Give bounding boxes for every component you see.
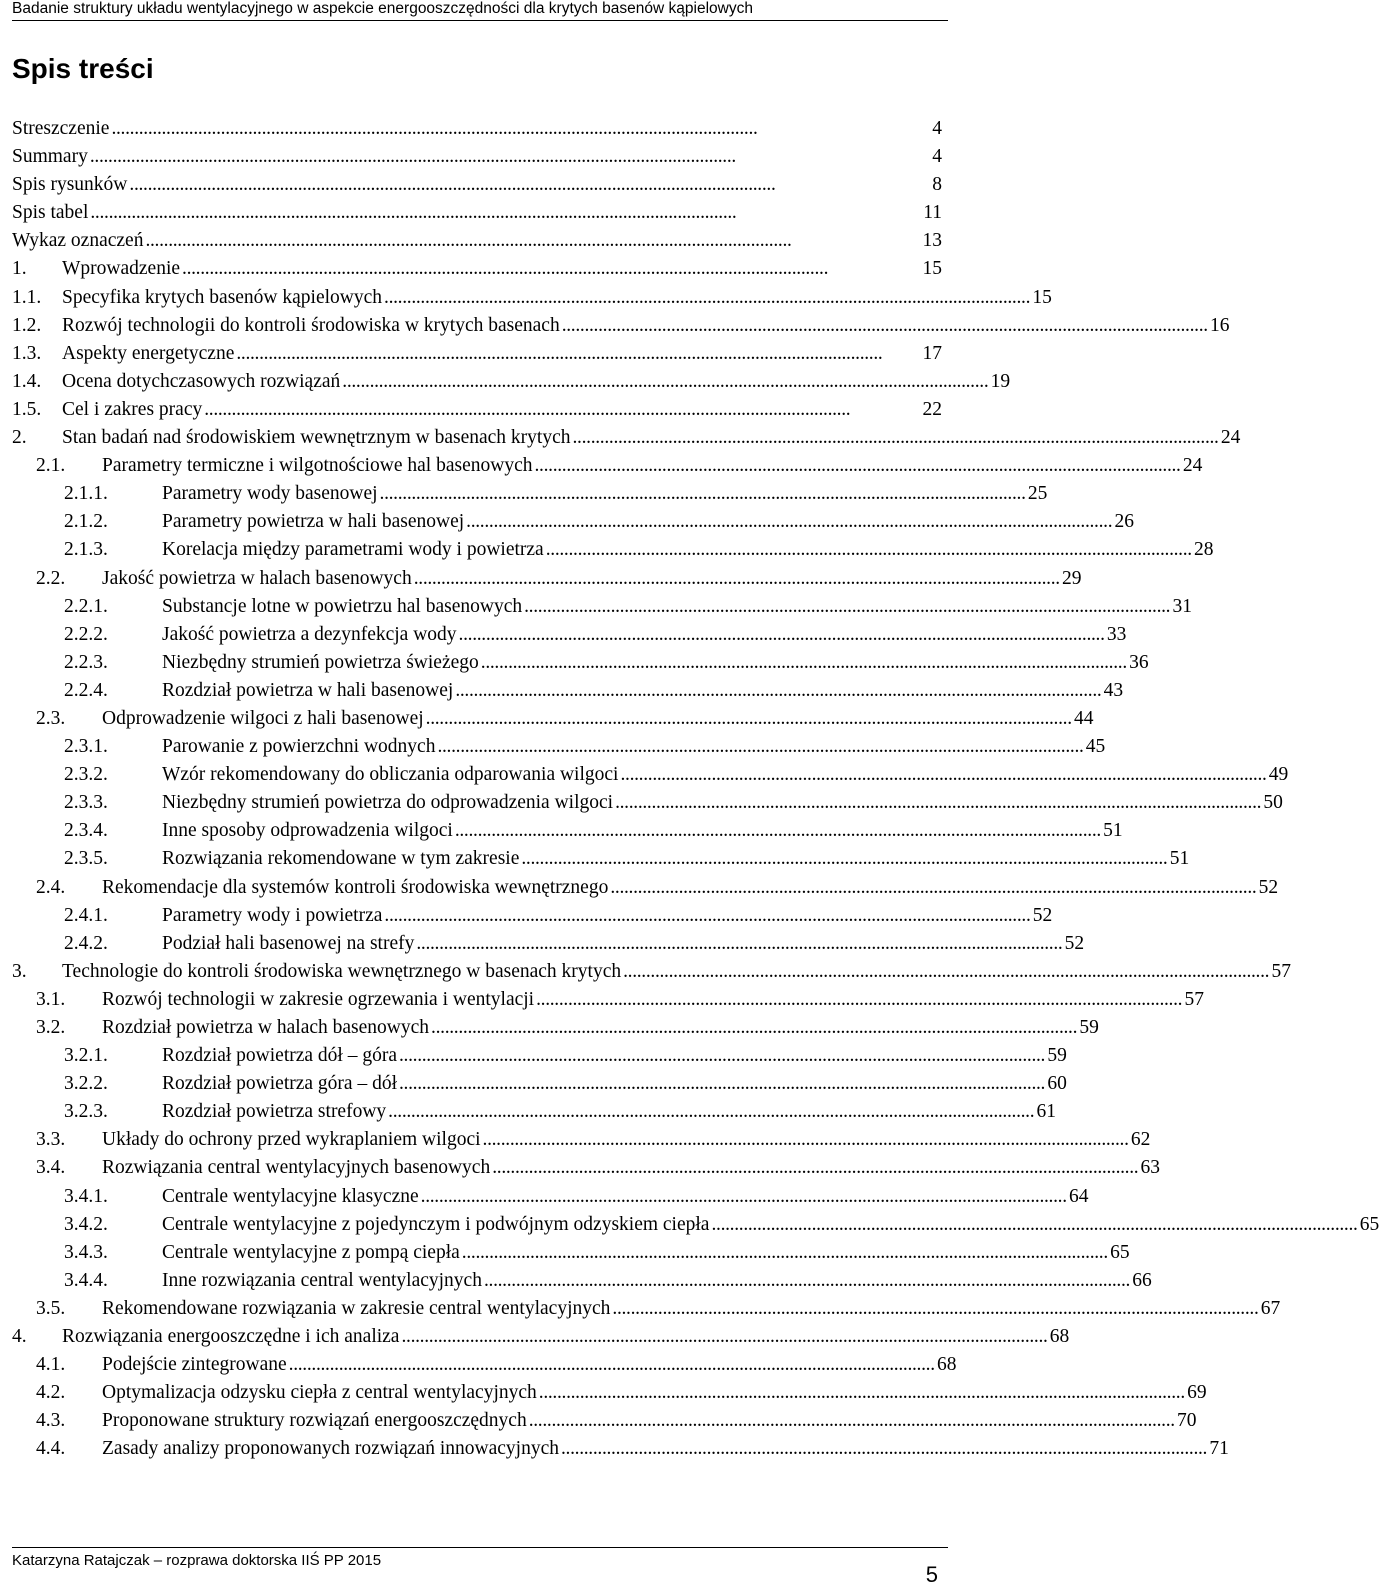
toc-entry-number: 2.2.2. bbox=[64, 623, 108, 645]
toc-entry-title: Inne rozwiązania central wentylacyjnych bbox=[162, 1269, 482, 1291]
toc-entry-page: 64 bbox=[1068, 1185, 1089, 1207]
toc-entry-title: Rozdział powietrza w hali basenowej bbox=[162, 679, 454, 701]
toc-entry[interactable] bbox=[12, 958, 1291, 986]
toc-entry-number: 3.2.2. bbox=[64, 1073, 108, 1095]
toc-entry[interactable] bbox=[12, 368, 1011, 396]
toc-entry[interactable] bbox=[12, 565, 1082, 593]
dot-leader bbox=[90, 143, 918, 171]
toc-entry-number: 2.1. bbox=[36, 455, 66, 477]
toc-entry-title: Rozdział powietrza dół – góra bbox=[162, 1045, 397, 1067]
toc-entry-page: 11 bbox=[923, 202, 942, 224]
toc-entry[interactable] bbox=[12, 1211, 1379, 1239]
toc-entry[interactable] bbox=[12, 1295, 1281, 1323]
toc-entry-title: Technologie do kontroli środowiska wewnętrznego w basenach krytych bbox=[62, 960, 622, 982]
toc-entry-title: Parowanie z powierzchni wodnych bbox=[162, 736, 436, 758]
toc-entry-page: 67 bbox=[1260, 1297, 1281, 1319]
dot-leader bbox=[610, 874, 1254, 902]
dot-leader bbox=[111, 115, 918, 143]
dot-leader bbox=[204, 396, 918, 424]
toc-entry-number: 1.4. bbox=[12, 370, 42, 392]
toc-entry[interactable] bbox=[12, 171, 942, 199]
dot-leader bbox=[573, 424, 1217, 452]
dot-leader bbox=[342, 368, 986, 396]
dot-leader bbox=[380, 480, 1024, 508]
toc-entry-title: Układy do ochrony przed wykraplaniem wilgoci bbox=[102, 1129, 481, 1151]
dot-leader bbox=[384, 902, 1028, 930]
toc-entry-number: 3.1. bbox=[36, 988, 66, 1010]
dot-leader bbox=[539, 1379, 1183, 1407]
toc-entry-number: 3.2. bbox=[36, 1017, 66, 1038]
dot-leader bbox=[414, 565, 1058, 593]
dot-leader bbox=[129, 171, 918, 199]
toc-entry-page: 8 bbox=[932, 174, 942, 196]
toc-entry-number: 1.5. bbox=[12, 398, 42, 420]
dot-leader bbox=[521, 845, 1165, 873]
dot-leader bbox=[466, 508, 1110, 536]
toc-entry-title: Proponowane struktury rozwiązań energooszczędnych bbox=[102, 1410, 527, 1432]
toc-entry-number: 2.3. bbox=[36, 707, 66, 729]
toc-entry-page: 36 bbox=[1129, 651, 1149, 673]
dot-leader bbox=[462, 1239, 1106, 1267]
toc-entry-number: 4.3. bbox=[36, 1410, 66, 1432]
toc-entry-page: 57 bbox=[1271, 960, 1291, 982]
dot-leader bbox=[455, 677, 1099, 705]
toc-entry-title: Rozdział powietrza w halach basenowych bbox=[102, 1017, 430, 1038]
toc-entry-page: 26 bbox=[1114, 511, 1134, 533]
toc-entry[interactable] bbox=[12, 255, 942, 283]
toc-entry-page: 45 bbox=[1085, 736, 1106, 758]
toc-entry-page: 19 bbox=[990, 370, 1011, 392]
toc-entry-title: Centrale wentylacyjne z pompą ciepła bbox=[162, 1241, 460, 1263]
dot-leader bbox=[401, 1323, 1045, 1351]
toc-entry-title: Podejście zintegrowane bbox=[102, 1354, 287, 1376]
toc-entry-title: Parametry wody basenowej bbox=[162, 483, 378, 505]
toc-entry-page: 71 bbox=[1209, 1438, 1229, 1460]
toc-entry[interactable] bbox=[12, 845, 1190, 873]
toc-entry-number: 2.2.4. bbox=[64, 679, 108, 701]
toc-entry-page: 22 bbox=[922, 398, 942, 420]
toc-entry-page: 25 bbox=[1027, 483, 1048, 505]
toc-entry[interactable] bbox=[12, 1351, 957, 1379]
toc-entry[interactable] bbox=[12, 789, 1283, 817]
toc-entry-title: Substancje lotne w powietrzu hal basenowych bbox=[162, 595, 523, 617]
toc-entry-title: Centrale wentylacyjne klasyczne bbox=[162, 1185, 419, 1207]
toc-entry[interactable] bbox=[12, 1126, 1151, 1154]
header-divider bbox=[12, 20, 948, 21]
dot-leader bbox=[612, 1295, 1256, 1323]
toc-entry-title: Wzór rekomendowany do obliczania odparowania wilgoci bbox=[162, 764, 619, 786]
toc-entry-number: 3.5. bbox=[36, 1297, 66, 1319]
toc-entry-number: 2.3.1. bbox=[64, 736, 108, 758]
page-number: 5 bbox=[925, 1562, 938, 1587]
dot-leader bbox=[546, 536, 1190, 564]
toc-entry[interactable] bbox=[12, 1098, 1056, 1126]
toc-entry-page: 49 bbox=[1268, 764, 1289, 786]
toc-entry-title: Centrale wentylacyjne z pojedynczym i podwójnym odzyskiem ciepła bbox=[162, 1213, 710, 1235]
toc-entry-title: Ocena dotychczasowych rozwiązań bbox=[62, 370, 341, 392]
dot-leader bbox=[615, 789, 1259, 817]
dot-leader bbox=[388, 1098, 1032, 1126]
toc-entry[interactable] bbox=[12, 1407, 1197, 1435]
toc-entry-title: Stan badań nad środowiskiem wewnętrznym w basenach krytych bbox=[62, 427, 571, 449]
toc-entry[interactable] bbox=[12, 199, 942, 227]
dot-leader bbox=[437, 733, 1081, 761]
dot-leader bbox=[561, 1435, 1205, 1463]
toc-entry-number: 4.2. bbox=[36, 1382, 66, 1404]
toc-entry-page: 51 bbox=[1103, 820, 1123, 842]
toc-entry-number: 2.3.4. bbox=[64, 820, 108, 842]
toc-entry[interactable] bbox=[12, 312, 1230, 340]
toc-entry-page: 68 bbox=[936, 1354, 957, 1376]
toc-entry-page: 69 bbox=[1187, 1382, 1207, 1404]
toc-entry-page: 52 bbox=[1258, 876, 1279, 898]
dot-leader bbox=[236, 340, 918, 368]
dot-leader bbox=[421, 1183, 1065, 1211]
toc-entry[interactable] bbox=[12, 424, 1241, 452]
toc-entry-title: Rozdział powietrza góra – dół bbox=[162, 1073, 397, 1095]
toc-entry-page: 33 bbox=[1106, 623, 1127, 645]
toc-entry[interactable] bbox=[12, 1267, 1152, 1295]
toc-entry-page: 31 bbox=[1172, 595, 1192, 617]
toc-entry-number: 3.4. bbox=[36, 1157, 66, 1179]
dot-leader bbox=[459, 621, 1103, 649]
toc-entry-title: Rozwiązania rekomendowane w tym zakresie bbox=[162, 848, 520, 870]
toc-entry-number: 3.4.4. bbox=[64, 1269, 108, 1291]
dot-leader bbox=[483, 1126, 1127, 1154]
dot-leader bbox=[399, 1042, 1043, 1070]
toc-entry-page: 4 bbox=[932, 146, 942, 168]
toc-entry[interactable] bbox=[12, 1154, 1161, 1182]
toc-entry-number: 2.2.1. bbox=[64, 595, 108, 617]
toc-entry-number: 4. bbox=[12, 1326, 27, 1348]
toc-entry-number: 2.3.2. bbox=[64, 764, 108, 786]
toc-entry[interactable] bbox=[12, 1379, 1207, 1407]
toc-entry-page: 50 bbox=[1263, 792, 1283, 814]
toc-entry[interactable] bbox=[12, 340, 942, 368]
toc-entry-title: Rozwiązania energooszczędne i ich analiza bbox=[62, 1326, 400, 1348]
toc-entry-title: Rekomendowane rozwiązania w zakresie central wentylacyjnych bbox=[102, 1297, 611, 1319]
dot-leader bbox=[620, 761, 1264, 789]
toc-entry-page: 28 bbox=[1194, 539, 1214, 561]
toc-entry-title: Jakość powietrza a dezynfekcja wody bbox=[162, 623, 457, 645]
toc-entry[interactable] bbox=[12, 902, 1053, 930]
toc-entry-number: 1.1. bbox=[12, 286, 42, 308]
toc-entry-page: 57 bbox=[1184, 988, 1204, 1010]
dot-leader bbox=[90, 199, 918, 227]
toc-entry[interactable] bbox=[12, 986, 1204, 1014]
toc-entry-page: 62 bbox=[1130, 1129, 1151, 1151]
toc-entry[interactable] bbox=[12, 396, 942, 424]
toc-entry-title: Rozwój technologii do kontroli środowiska w krytych basenach bbox=[62, 314, 560, 336]
dot-leader bbox=[524, 593, 1168, 621]
toc-entry-number: 3.4.2. bbox=[64, 1213, 108, 1235]
toc-entry-title: Spis tabel bbox=[12, 202, 89, 224]
toc-entry[interactable] bbox=[12, 1323, 1070, 1351]
toc-entry-number: 2.4. bbox=[36, 876, 66, 898]
toc-entry-page: 4 bbox=[932, 118, 942, 139]
toc-entry-title: Rozwiązania central wentylacyjnych basenowych bbox=[102, 1157, 491, 1179]
toc-entry-title: Inne sposoby odprowadzenia wilgoci bbox=[162, 820, 453, 842]
dot-leader bbox=[426, 705, 1070, 733]
dot-leader bbox=[416, 930, 1060, 958]
dot-leader bbox=[623, 958, 1267, 986]
toc-entry-page: 13 bbox=[922, 230, 942, 252]
dot-leader bbox=[711, 1211, 1355, 1239]
toc-entry-number: 2.1.3. bbox=[64, 539, 108, 561]
toc-entry-page: 70 bbox=[1177, 1410, 1197, 1432]
toc-entry[interactable] bbox=[12, 1042, 1067, 1070]
toc-entry-title: Podział hali basenowej na strefy bbox=[162, 932, 415, 954]
toc-entry[interactable] bbox=[12, 508, 1134, 536]
dot-leader bbox=[492, 1154, 1136, 1182]
toc-entry-page: 51 bbox=[1169, 848, 1190, 870]
toc-entry-number: 1.3. bbox=[12, 342, 42, 364]
toc-entry-page: 17 bbox=[922, 342, 942, 364]
toc-entry[interactable] bbox=[12, 1070, 1067, 1098]
dot-leader bbox=[182, 255, 918, 283]
toc-entry[interactable] bbox=[12, 143, 942, 171]
toc-entry-title: Specyfika krytych basenów kąpielowych bbox=[62, 286, 383, 308]
toc-entry-title: Streszczenie bbox=[12, 118, 110, 139]
toc-entry[interactable] bbox=[12, 817, 1123, 845]
toc-entry-number: 1. bbox=[12, 258, 27, 280]
toc-entry-number: 2.1.1. bbox=[64, 483, 108, 505]
running-footer: Katarzyna Ratajczak – rozprawa doktorska IIŚ PP 2015 bbox=[12, 1552, 382, 1569]
toc-entry[interactable] bbox=[12, 452, 1203, 480]
toc-entry-title: Summary bbox=[12, 146, 88, 168]
toc-entry-title: Jakość powietrza w halach basenowych bbox=[102, 567, 412, 589]
toc-entry-page: 24 bbox=[1220, 427, 1241, 449]
toc-entry-page: 43 bbox=[1103, 679, 1124, 701]
toc-entry-page: 16 bbox=[1210, 314, 1230, 336]
toc-entry[interactable] bbox=[12, 930, 1085, 958]
toc-entry-page: 66 bbox=[1132, 1269, 1152, 1291]
toc-entry-number: 4.4. bbox=[36, 1438, 66, 1460]
toc-entry-number: 2. bbox=[12, 427, 27, 449]
dot-leader bbox=[145, 227, 918, 255]
toc-entry-title: Parametry wody i powietrza bbox=[162, 904, 383, 926]
toc-entry[interactable] bbox=[12, 284, 1052, 312]
toc-entry-title: Spis rysunków bbox=[12, 174, 128, 196]
toc-entry-page: 24 bbox=[1182, 455, 1203, 477]
dot-leader bbox=[289, 1351, 933, 1379]
toc-entry[interactable] bbox=[12, 621, 1127, 649]
toc-entry-page: 59 bbox=[1047, 1045, 1067, 1067]
toc-entry-page: 52 bbox=[1032, 904, 1053, 926]
dot-leader bbox=[455, 817, 1099, 845]
toc-entry[interactable] bbox=[12, 1435, 1229, 1463]
toc-entry-page: 52 bbox=[1064, 932, 1085, 954]
toc-entry-title: Niezbędny strumień powietrza do odprowadzenia wilgoci bbox=[162, 792, 614, 814]
toc-entry-page: 15 bbox=[922, 258, 942, 280]
toc-entry[interactable] bbox=[12, 677, 1124, 705]
toc-entry-page: 61 bbox=[1036, 1101, 1056, 1123]
toc-entry-number: 3.4.1. bbox=[64, 1185, 108, 1207]
footer-divider bbox=[12, 1547, 948, 1548]
dot-leader bbox=[399, 1070, 1043, 1098]
toc-entry-page: 63 bbox=[1140, 1157, 1161, 1179]
toc-entry-title: Parametry powietrza w hali basenowej bbox=[162, 511, 465, 533]
toc-entry-number: 1.2. bbox=[12, 314, 42, 336]
toc-entry[interactable] bbox=[12, 733, 1106, 761]
toc-entry-page: 59 bbox=[1079, 1017, 1099, 1038]
toc-entry-page: 68 bbox=[1049, 1326, 1070, 1348]
toc-entry[interactable] bbox=[12, 874, 1279, 902]
toc-entry-number: 3.2.1. bbox=[64, 1045, 108, 1067]
toc-entry-number: 4.1. bbox=[36, 1354, 66, 1376]
toc-entry-number: 3. bbox=[12, 960, 27, 982]
toc-entry-title: Parametry termiczne i wilgotnościowe hal basenowych bbox=[102, 455, 533, 477]
toc-entry[interactable] bbox=[12, 227, 942, 255]
toc-entry-number: 2.1.2. bbox=[64, 511, 108, 533]
toc-entry-title: Wykaz oznaczeń bbox=[12, 230, 144, 252]
dot-leader bbox=[484, 1267, 1128, 1295]
toc-entry[interactable] bbox=[12, 1239, 1130, 1267]
toc-entry-title: Optymalizacja odzysku ciepła z central wentylacyjnych bbox=[102, 1382, 537, 1404]
dot-leader bbox=[481, 649, 1125, 677]
dot-leader bbox=[562, 312, 1206, 340]
toc-entry[interactable] bbox=[12, 705, 1094, 733]
toc-entry-title: Niezbędny strumień powietrza świeżego bbox=[162, 651, 479, 673]
toc-entry-page: 15 bbox=[1032, 286, 1052, 308]
toc-entry-title: Rozwój technologii w zakresie ogrzewania i wentylacji bbox=[102, 988, 535, 1010]
toc-entry[interactable] bbox=[12, 593, 1192, 621]
dot-leader bbox=[529, 1407, 1173, 1435]
toc-entry-title: Rozdział powietrza strefowy bbox=[162, 1101, 387, 1123]
dot-leader bbox=[536, 986, 1180, 1014]
toc-entry-number: 2.2. bbox=[36, 567, 66, 589]
toc-entry-number: 2.3.3. bbox=[64, 792, 108, 814]
dot-leader bbox=[535, 452, 1179, 480]
dot-leader bbox=[431, 1014, 1075, 1042]
toc-entry-title: Rekomendacje dla systemów kontroli środowiska wewnętrznego bbox=[102, 876, 609, 898]
toc-entry-number: 3.2.3. bbox=[64, 1101, 108, 1123]
toc-entry-number: 2.3.5. bbox=[64, 848, 108, 870]
toc-entry-number: 2.2.3. bbox=[64, 651, 108, 673]
toc-entry[interactable] bbox=[12, 649, 1149, 677]
toc-entry-page: 65 bbox=[1359, 1213, 1379, 1235]
toc-entry-number: 3.4.3. bbox=[64, 1241, 108, 1263]
toc-entry-title: Korelacja między parametrami wody i powietrza bbox=[162, 539, 544, 561]
toc-entry-number: 2.4.1. bbox=[64, 904, 108, 926]
toc-entry-title: Wprowadzenie bbox=[62, 258, 181, 280]
toc-entry[interactable] bbox=[12, 115, 942, 143]
toc-entry[interactable] bbox=[12, 761, 1289, 789]
toc-entry-number: 2.4.2. bbox=[64, 932, 108, 954]
toc-entry-page: 60 bbox=[1047, 1073, 1067, 1095]
toc-entry-page: 29 bbox=[1062, 567, 1082, 589]
dot-leader bbox=[384, 284, 1028, 312]
toc-entry[interactable] bbox=[12, 480, 1048, 508]
toc-entry-title: Cel i zakres pracy bbox=[62, 398, 203, 420]
running-header: Badanie struktury układu wentylacyjnego w aspekcie energooszczędności dla krytych basenów kąpielowych bbox=[12, 0, 753, 17]
toc-entry-number: 3.3. bbox=[36, 1129, 66, 1151]
toc-entry[interactable] bbox=[12, 1183, 1089, 1211]
toc-entry-title: Aspekty energetyczne bbox=[62, 342, 235, 364]
page-title: Spis treści bbox=[12, 53, 154, 84]
toc-entry-page: 65 bbox=[1110, 1241, 1130, 1263]
table-of-contents bbox=[12, 115, 1379, 1464]
toc-entry-title: Zasady analizy proponowanych rozwiązań innowacyjnych bbox=[102, 1438, 559, 1460]
toc-entry[interactable] bbox=[12, 1014, 1099, 1042]
toc-entry[interactable] bbox=[12, 536, 1214, 564]
toc-entry-title: Odprowadzenie wilgoci z hali basenowej bbox=[102, 707, 424, 729]
toc-entry-page: 44 bbox=[1073, 707, 1094, 729]
